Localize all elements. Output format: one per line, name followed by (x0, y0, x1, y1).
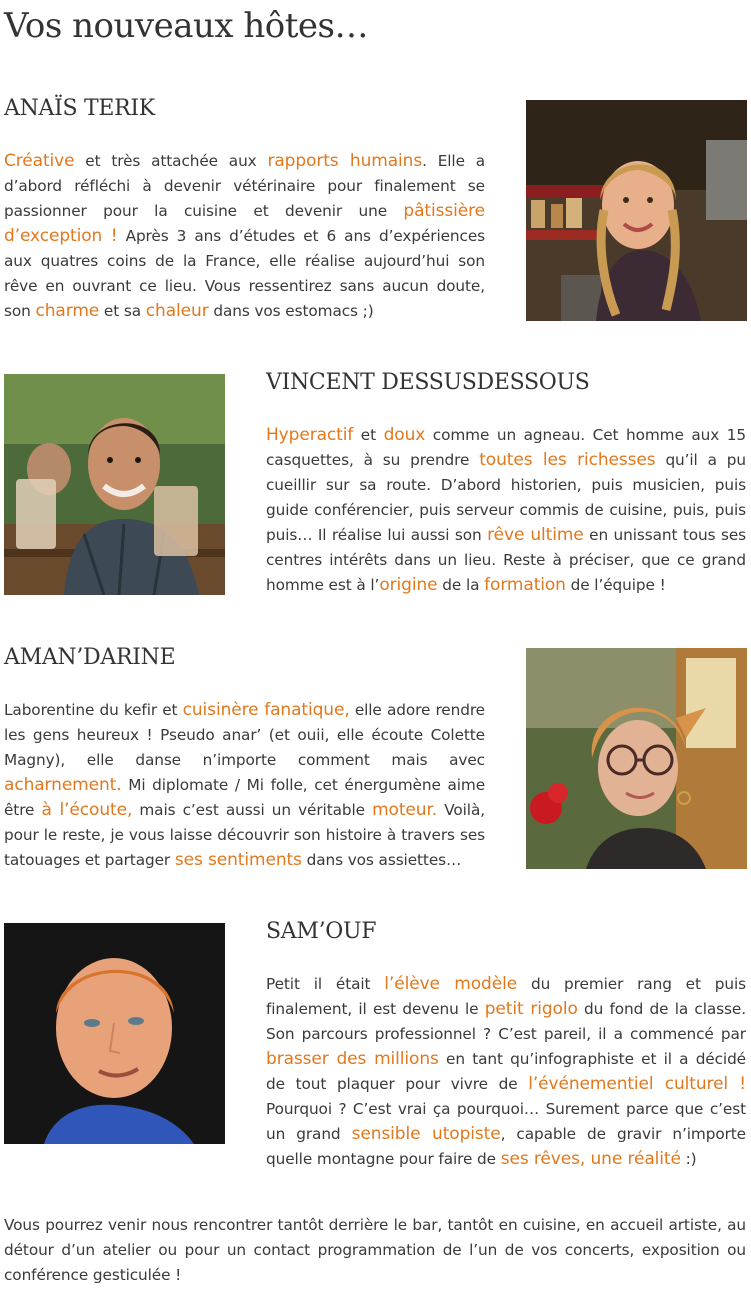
highlight-phrase: origine (379, 575, 438, 595)
host-photo-vincent (4, 374, 225, 595)
page-title: Vos nouveaux hôtes… (4, 6, 369, 46)
highlight-phrase: ses sentiments (174, 850, 302, 870)
highlight-phrase: petit rigolo (484, 999, 578, 1019)
highlight-phrase: doux (383, 425, 426, 445)
highlight-phrase: formation (484, 575, 566, 595)
bio-text: Voilà, pour le reste, je vous laisse découvrir son histoire à travers ses tatouages et partager (4, 801, 485, 869)
bio-text: qu’il a pu cueillir sur sa route. D’abord historien, puis musicien, puis guide conférencier, puis serveur commis de cuisine, puis, puis puis… Il réalise lui aussi son (266, 451, 747, 544)
bio-text: . Elle a d’abord réfléchi à devenir vétérinaire pour finalement se passionner pour la cuisine et devenir une (4, 152, 485, 220)
host-name: VINCENT DESSUSDESSOUS (266, 370, 590, 395)
bio-text: et très attachée aux (74, 152, 268, 170)
highlight-phrase: rapports humains (267, 151, 423, 171)
highlight-phrase: Hyperactif (266, 425, 354, 445)
highlight-phrase: l’événementiel culturel ! (528, 1074, 746, 1094)
highlight-phrase: à l’écoute, (41, 800, 133, 820)
bio-text: :) (680, 1150, 697, 1168)
bio-text: , capable de gravir n’importe quelle montagne pour faire de (266, 1125, 746, 1168)
bio-text: Après 3 ans d’études et 6 ans d’expériences aux quatres coins de la France, elle réalise aujourd’hui son rêve en ouvrant ce lieu. Vous ressentirez sans aucun doute, son (4, 227, 485, 320)
host-bio (4, 149, 485, 324)
host-section-anais (4, 96, 485, 324)
bio-text: du fond de la classe. Son parcours professionnel ? C’est pareil, il a commencé par (266, 1000, 746, 1043)
highlight-phrase: charme (35, 301, 100, 321)
host-section-samouf (266, 919, 746, 1172)
bio-text: de la (437, 576, 485, 594)
highlight-phrase: chaleur (145, 301, 209, 321)
highlight-phrase: acharnement. (4, 775, 122, 795)
highlight-phrase: toutes les richesses (479, 450, 656, 470)
host-photo-samouf (4, 923, 225, 1144)
highlight-phrase: moteur. (372, 800, 438, 820)
highlight-phrase: sensible utopiste (351, 1124, 501, 1144)
closing-paragraph: Vous pourrez venir nous rencontrer tantôt derrière le bar, tantôt en cuisine, en accueil artiste, au détour d’un atelier ou pour un contact programmation de l’un de vos concerts, exposition ou conférence gesticulée ! (4, 1216, 746, 1284)
highlight-phrase: ses rêves, une réalité (500, 1149, 681, 1169)
bio-text: et sa (99, 302, 146, 320)
bio-text: Mi diplomate / Mi folle, cet énergumène aime être (4, 776, 485, 819)
bio-text: comme un agneau. Cet homme aux 15 casquettes, à su prendre (266, 426, 746, 469)
host-bio (4, 698, 485, 873)
host-name: AMAN’DARINE (4, 645, 176, 670)
highlight-phrase: l’élève modèle (384, 974, 518, 994)
bio-text: en tant qu’infographiste et il a décidé de tout plaquer pour vivre de (266, 1050, 746, 1093)
bio-text: Laborentine du kefir et (4, 701, 183, 719)
host-name: SAM’OUF (266, 919, 377, 944)
highlight-phrase: brasser des millions (266, 1049, 439, 1069)
highlight-phrase: cuisinère fanatique, (182, 700, 350, 720)
highlight-phrase: rêve ultime (487, 525, 584, 545)
host-photo-amandarine (526, 648, 747, 869)
bio-text: du premier rang et puis finalement, il est devenu le (266, 975, 746, 1018)
host-section-vincent (266, 370, 746, 598)
bio-text: en unissant tous ses centres intérêts dans un lieu. Reste à préciser, que ce grand homme est à l’ (266, 526, 746, 594)
host-bio (266, 972, 746, 1172)
bio-text: Petit il était (266, 975, 385, 993)
bio-text: Pourquoi ? C’est vrai ça pourquoi… Surement parce que c’est un grand (266, 1100, 746, 1143)
bio-text: et (353, 426, 384, 444)
highlight-phrase: Créative (4, 151, 75, 171)
host-photo-anais (526, 100, 747, 321)
bio-text: elle adore rendre les gens heureux ! Pseudo anar’ (et ouii, elle écoute Colette Magny), elle danse n’importe comment mais avec (4, 701, 485, 769)
host-bio (266, 423, 746, 598)
bio-text: dans vos assiettes… (301, 851, 462, 869)
host-section-amandarine (4, 645, 485, 873)
host-name: ANAÏS TERIK (4, 96, 155, 121)
highlight-phrase: pâtissière d’exception ! (4, 201, 485, 246)
bio-text: de l’équipe ! (565, 576, 666, 594)
bio-text: mais c’est aussi un véritable (132, 801, 373, 819)
bio-text: dans vos estomacs ;) (208, 302, 374, 320)
